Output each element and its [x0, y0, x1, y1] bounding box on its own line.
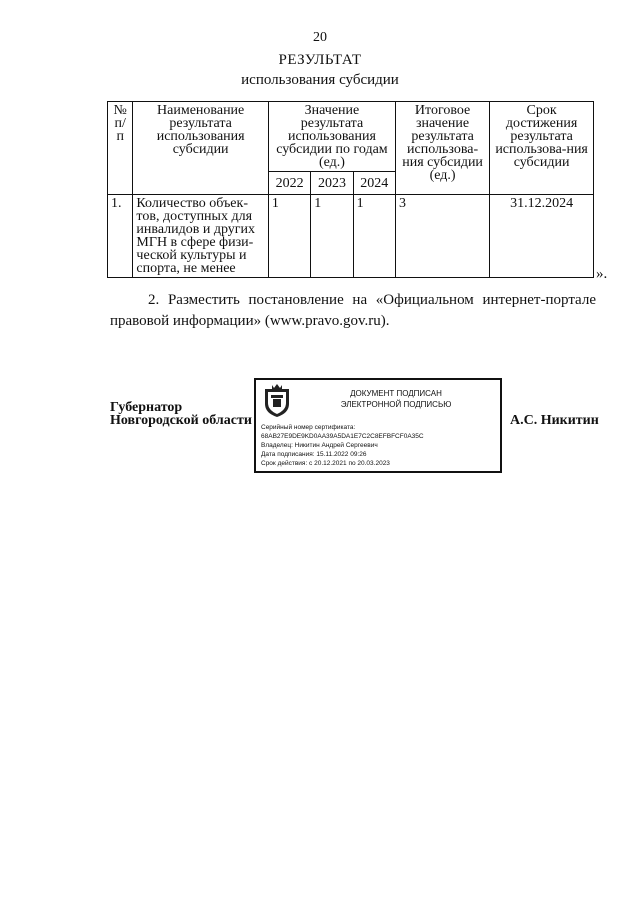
table-header-row — [108, 102, 594, 172]
stamp-owner: Владелец: Никитин Андрей Сергеевич — [261, 442, 378, 449]
signatory-position-text: Губернатор Новгородской области — [110, 400, 252, 428]
row-value-2022: 1 — [268, 195, 310, 278]
coat-of-arms-icon — [262, 384, 292, 418]
row-name: Количество объек-тов, доступных для инвалидов и других МГН в сфере физи-ческой культуры и спорта, не менее — [133, 195, 269, 278]
row-total: 3 — [395, 195, 489, 278]
row-deadline: 31.12.2024 — [490, 195, 594, 278]
signatory-name: А.С. Никитин — [510, 413, 599, 428]
row-num: 1. — [108, 195, 133, 278]
header-total: Итоговое значение результата использова-ния субсидии (ед.) — [395, 102, 489, 195]
results-table — [107, 101, 594, 278]
stamp-serial-value: 68AB27E9DE9KD0AA39A5DA1E7C2C8EFBFCF0A35C — [261, 433, 424, 440]
stamp-signed-date: Дата подписания: 15.11.2022 09:26 — [261, 451, 367, 458]
signatory-position — [110, 401, 260, 427]
page-number: 20 — [313, 30, 327, 45]
header-name: Наименование результата использования субсидии — [133, 102, 269, 195]
closing-quote: ». — [596, 266, 608, 282]
document-subtitle: использования субсидии — [241, 72, 399, 88]
table-row — [108, 195, 594, 278]
electronic-signature-stamp — [254, 378, 502, 473]
document-title: РЕЗУЛЬТАТ — [278, 52, 362, 68]
header-value: Значение результата использования субсидии по годам (ед.) — [268, 102, 395, 172]
row-value-2023: 1 — [311, 195, 353, 278]
header-year: 2024 — [353, 172, 395, 195]
stamp-title-line: ЭЛЕКТРОННОЙ ПОДПИСЬЮ — [340, 400, 452, 409]
stamp-details — [261, 423, 424, 468]
stamp-title-line: ДОКУМЕНТ ПОДПИСАН — [350, 389, 442, 398]
header-year: 2023 — [311, 172, 353, 195]
row-value-2024: 1 — [353, 195, 395, 278]
stamp-validity: Срок действия: с 20.12.2021 по 20.03.2023 — [261, 460, 390, 467]
stamp-title — [296, 388, 496, 410]
header-year: 2022 — [268, 172, 310, 195]
paragraph-publication: 2. Разместить постановление на «Официальном интернет-портале правовой информации» (www.pravo.gov.ru). — [110, 292, 596, 329]
header-deadline: Срок достижения результата использова-ния субсидии — [490, 102, 594, 195]
stamp-serial-label: Серийный номер сертификата: — [261, 424, 356, 431]
header-num: № п/п — [108, 102, 133, 195]
